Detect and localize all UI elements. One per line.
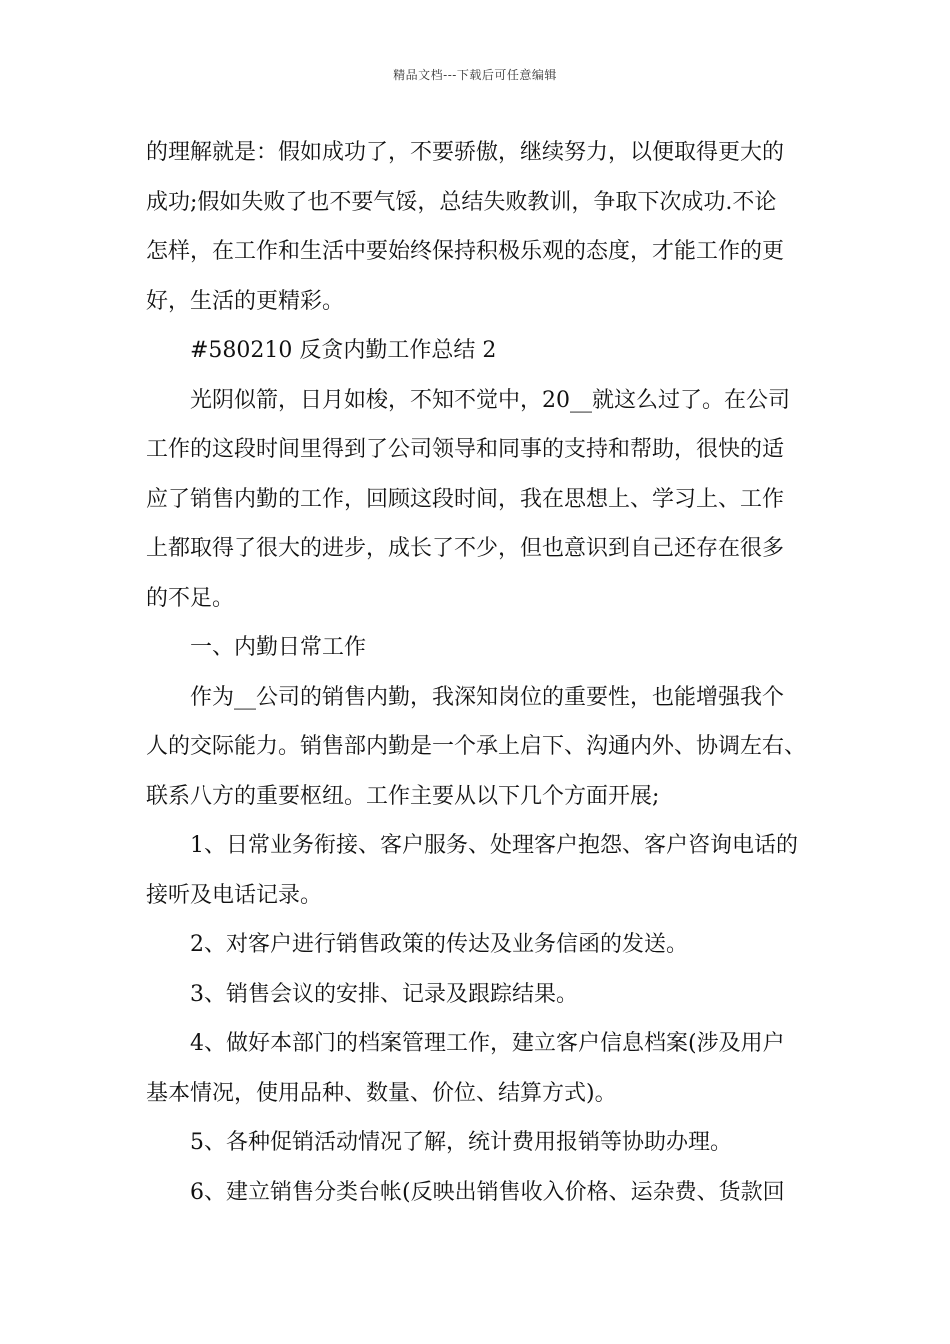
text-line: 的理解就是：假如成功了，不要骄傲，继续努力，以便取得更大的 [146,140,785,165]
list-item: 5、各种促销活动情况了解，统计费用报销等协助办理。 [190,1130,732,1155]
list-item: 4、做好本部门的档案管理工作，建立客户信息档案(涉及用户 [190,1031,785,1056]
text-line: 人的交际能力。销售部内勤是一个承上启下、沟通内外、协调左右、 [146,734,807,759]
section-title: #580210 反贪内勤工作总结 2 [190,338,497,363]
list-item: 2、对客户进行销售政策的传达及业务信函的发送。 [190,932,688,957]
text-line: 应了销售内勤的工作，回顾这段时间，我在思想上、学习上、工作 [146,486,785,512]
text-line: 的不足。 [146,585,235,611]
list-item: 6、建立销售分类台帐(反映出销售收入价格、运杂费、货款回 [190,1179,785,1205]
list-item: 1、日常业务衔接、客户服务、处理客户抱怨、客户咨询电话的 [190,833,798,858]
section-heading: 一、内勤日常工作 [190,635,367,660]
text-line: 上都取得了很大的进步，成长了不少，但也意识到自己还存在很多 [146,536,785,561]
text-line: 接听及电话记录。 [146,882,323,908]
list-item: 3、销售会议的安排、记录及跟踪结果。 [190,981,578,1007]
text-line: 联系八方的重要枢纽。工作主要从以下几个方面开展; [146,783,660,809]
text-line: 基本情况，使用品种、数量、价位、结算方式)。 [146,1080,617,1106]
text-line: 怎样，在工作和生活中要始终保持积极乐观的态度，才能工作的更 [146,239,785,264]
text-line: 好，生活的更精彩。 [146,288,345,314]
text-line: 作为__公司的销售内勤，我深知岗位的重要性，也能增强我个 [190,684,785,710]
text-line: 工作的这段时间里得到了公司领导和同事的支持和帮助，很快的适 [146,437,785,462]
page-header: 精品文档---下载后可任意编辑 [393,68,557,82]
text-line: 光阴似箭，日月如梭，不知不觉中，20__就这么过了。在公司 [190,387,790,413]
document-body [146,128,822,1217]
text-line: 成功;假如失败了也不要气馁，总结失败教训，争取下次成功.不论 [146,189,777,215]
